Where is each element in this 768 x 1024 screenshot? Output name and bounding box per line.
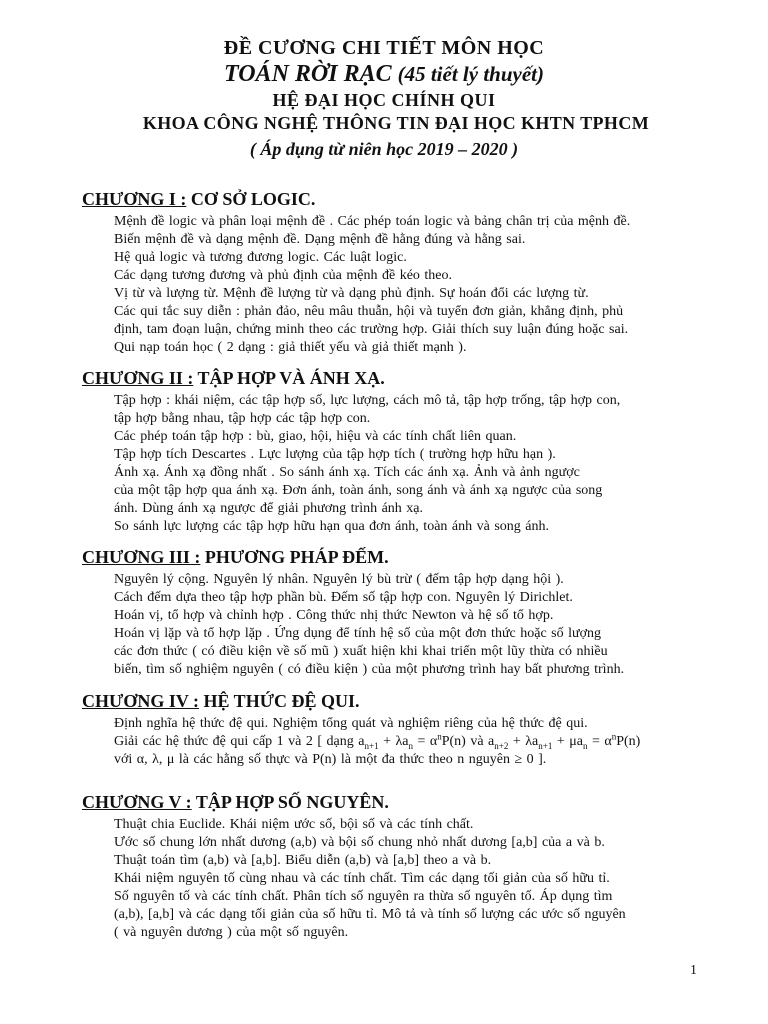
content-line: với α, λ, μ là các hằng số thực và P(n) là một đa thức theo n nguyên ≥ 0 ]. [114, 752, 547, 767]
course-title [0, 60, 768, 89]
content-line: Vị từ và lượng từ. Mệnh đề lượng từ và dạng phủ định. Sự hoán đổi các lượng từ. [114, 286, 589, 301]
content-line: Nguyên lý cộng. Nguyên lý nhân. Nguyên lý bù trừ ( đếm tập hợp dạng hội ). [114, 572, 564, 587]
chapter-label: CHƯƠNG V : [82, 792, 192, 812]
program-type: HỆ ĐẠI HỌC CHÍNH QUI [272, 90, 496, 110]
content-line: Khái niệm nguyên tố cùng nhau và các tính chất. Tìm các dạng tối giản của số hữu tỉ. [114, 871, 610, 886]
chapter-title [82, 188, 722, 210]
formula-subscript: n+1 [538, 740, 553, 751]
formula-subscript: n+1 [364, 740, 379, 751]
formula-text: = α [587, 734, 612, 749]
document-header [0, 36, 768, 162]
content-line: Số nguyên tố và các tính chất. Phân tích số nguyên ra thừa số nguyên tố. Áp dụng tìm [114, 889, 613, 904]
content-line: ( và nguyên dương ) của một số nguyên. [114, 925, 349, 940]
formula-text: + μa [552, 734, 583, 749]
chapter-name: TẬP HỢP SỐ NGUYÊN. [191, 792, 389, 812]
formula-subscript: n [408, 740, 413, 751]
chapter-title [82, 546, 722, 568]
chapter-name: CƠ SỞ LOGIC. [186, 189, 316, 209]
formula-text: P(n) và a [441, 734, 495, 749]
content-line: Các phép toán tập hợp : bù, giao, hội, hiệu và các tính chất liên quan. [114, 429, 517, 444]
chapter-4 [82, 690, 722, 769]
content-line: Tập hợp : khái niệm, các tập hợp số, lực lượng, cách mô tả, tập hợp trống, tập hợp con, [114, 393, 621, 408]
formula-superscript: n [611, 731, 617, 742]
content-line: Ánh xạ. Ánh xạ đồng nhất . So sánh ánh xạ. Tích các ánh xạ. Ảnh và ảnh ngược [114, 465, 580, 480]
content-line: Định nghĩa hệ thức đệ qui. Nghiệm tổng quát và nghiệm riêng của hệ thức đệ qui. [114, 716, 588, 731]
formula-text: Giải các hệ thức đệ qui cấp 1 và 2 [ dạng a [114, 734, 365, 749]
chapter-content [114, 392, 722, 536]
formula-subscript: n [582, 740, 588, 751]
content-line: Hệ quả logic và tương đương logic. Các luật logic. [114, 250, 407, 265]
chapter-content [114, 213, 722, 357]
chapter-label: CHƯƠNG I : [82, 189, 187, 209]
chapter-label: CHƯƠNG III : [82, 547, 201, 567]
content-line: Thuật toán tìm (a,b) và [a,b]. Biểu diễn (a,b) và [a,b] theo a và b. [114, 853, 492, 868]
formula-superscript: n [437, 731, 442, 742]
recurrence-formula-line [114, 733, 722, 751]
chapter-name: HỆ THỨC ĐỆ QUI. [199, 691, 360, 711]
chapter-content [114, 816, 722, 942]
content-line: Tập hợp tích Descartes . Lực lượng của tập hợp tích ( trường hợp hữu hạn ). [114, 447, 556, 462]
chapter-content [114, 571, 722, 679]
content-line: Các qui tắc suy diễn : phản đảo, nêu mâu thuẫn, hội và tuyển đơn giản, khẳng định, phủ [114, 304, 624, 319]
content-line: của một tập hợp qua ánh xạ. Đơn ánh, toàn ánh, song ánh và ánh xạ ngược của song [114, 483, 603, 498]
formula-text: = α [412, 734, 438, 749]
content-line: Hoán vị, tổ hợp và chỉnh hợp . Công thức nhị thức Newton và hệ số tổ hợp. [114, 608, 554, 623]
content-line: tập hợp bằng nhau, tập hợp các tập hợp con. [114, 411, 371, 426]
syllabus-heading: ĐỀ CƯƠNG CHI TIẾT MÔN HỌC [223, 37, 545, 59]
formula-text: P(n) [616, 734, 641, 749]
content-line: Biến mệnh đề và dạng mệnh đề. Dạng mệnh đề hằng đúng và hằng sai. [114, 232, 526, 247]
content-line: định, tam đoạn luận, chứng minh theo các trường hợp. Giải thích suy luận đúng hoặc sai. [114, 322, 629, 337]
chapter-label: CHƯƠNG II : [82, 368, 194, 388]
academic-year: ( Áp dụng từ niên học 2019 – 2020 ) [249, 139, 519, 159]
content-line: (a,b), [a,b] và các dạng tối giản của số hữu tỉ. Mô tả và tính số lượng các ước số nguyên [114, 907, 626, 922]
faculty-name: KHOA CÔNG NGHỆ THÔNG TIN ĐẠI HỌC KHTN TPHCM [142, 113, 650, 133]
content-line: Hoán vị lặp và tổ hợp lặp . Ứng dụng để tính hệ số của một đơn thức hoặc số lượng [114, 626, 602, 641]
content-line: biến, tìm số nghiệm nguyên ( có điều kiện ) của một phương trình hay bất phương trình. [114, 662, 625, 677]
content-line: Ước số chung lớn nhất dương (a,b) và bội số chung nhỏ nhất dương [a,b] của a và b. [114, 835, 605, 850]
course-hours: (45 tiết lý thuyết) [397, 62, 544, 86]
chapter-2 [82, 367, 722, 536]
formula-text: + λa [378, 734, 409, 749]
chapter-title [82, 367, 722, 389]
formula-subscript: n+2 [494, 740, 509, 751]
content-line: các đơn thức ( có điều kiện về số mũ ) xuất hiện khi khai triển một lũy thừa có nhiều [114, 644, 608, 659]
chapter-name: PHƯƠNG PHÁP ĐẾM. [200, 547, 389, 567]
chapter-5 [82, 791, 722, 942]
chapter-3 [82, 546, 722, 679]
content-line: Các dạng tương đương và phủ định của mệnh đề kéo theo. [114, 268, 453, 283]
chapter-1 [82, 188, 722, 357]
content-line: Thuật chia Euclide. Khái niệm ước số, bội số và các tính chất. [114, 817, 474, 832]
course-name: TOÁN RỜI RẠC [224, 61, 398, 87]
chapter-title [82, 690, 722, 712]
chapter-title [82, 791, 722, 813]
page-number: 1 [690, 963, 697, 978]
content-line: So sánh lực lượng các tập hợp hữu hạn qua đơn ánh, toàn ánh và song ánh. [114, 519, 549, 534]
content-line: Qui nạp toán học ( 2 dạng : giả thiết yếu và giả thiết mạnh ). [114, 340, 467, 355]
content-line: Mệnh đề logic và phân loại mệnh đề . Các phép toán logic và bảng chân trị của mệnh đề. [114, 214, 631, 229]
chapter-name: TẬP HỢP VÀ ÁNH XẠ. [193, 368, 385, 388]
content-line: ánh. Dùng ánh xạ ngược để giải phương trình ánh xạ. [114, 501, 424, 516]
chapter-content [114, 715, 722, 769]
chapter-label: CHƯƠNG IV : [82, 691, 199, 711]
content-line: Cách đếm dựa theo tập hợp phần bù. Đếm số tập hợp con. Nguyên lý Dirichlet. [114, 590, 573, 605]
formula-text: + λa [508, 734, 539, 749]
